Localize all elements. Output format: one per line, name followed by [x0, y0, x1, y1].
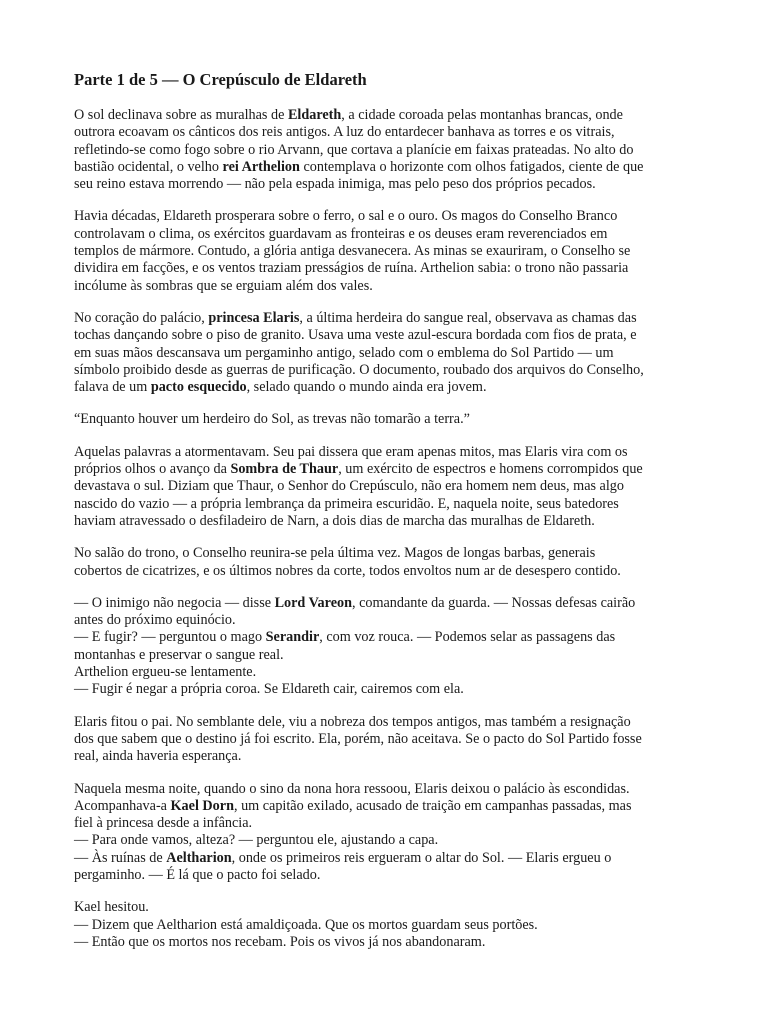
text-line	[74, 176, 700, 193]
paragraph	[74, 595, 700, 699]
text-run: controlavam o clima, os exércitos guardavam as fronteiras e os deuses eram reverenciados em	[74, 225, 608, 242]
document-page	[74, 70, 700, 966]
text-run: — Para onde vamos, alteza? — perguntou ele, ajustando a capa.	[74, 832, 439, 849]
text-run: , um capitão exilado, acusado de traição em campanhas passadas, mas	[233, 797, 632, 814]
text-run: em suas mãos descansava um pergaminho antigo, selado com o emblema do Sol Partido — um	[74, 344, 614, 361]
text-run: , selado quando o mundo ainda era jovem.	[246, 379, 487, 396]
bold-name: Aeltharion	[166, 849, 232, 866]
text-run: bastião ocidental, o velho	[74, 158, 223, 175]
paragraph	[74, 714, 700, 766]
text-run: dos que sabem que o destino já foi escrito. Ela, porém, não aceitava. Se o pacto do Sol Partido fosse	[74, 730, 642, 747]
text-line	[74, 850, 700, 867]
bold-name: Lord Vareon	[274, 594, 352, 611]
text-run: — Dizem que Aeltharion está amaldiçoada. Que os mortos guardam seus portões.	[74, 916, 538, 933]
text-line	[74, 917, 700, 934]
text-run: pergaminho. — É lá que o pacto foi selado.	[74, 866, 321, 883]
text-run: cobertos de cicatrizes, e os últimos nobres da corte, todos envoltos num ar de desespero contido.	[74, 562, 621, 579]
text-run: , onde os primeiros reis ergueram o altar do Sol. — Elaris ergueu o	[231, 849, 612, 866]
text-line	[74, 107, 700, 124]
text-run: — O inimigo não negocia — disse	[74, 594, 275, 611]
bold-name: rei Arthelion	[222, 158, 300, 175]
text-line	[74, 545, 700, 562]
text-run: Kael hesitou.	[74, 899, 149, 916]
paragraph	[74, 781, 700, 885]
bold-name: Kael Dorn	[170, 797, 234, 814]
text-run: dividira em facções, e os ventos traziam presságios de ruína. Arthelion sabia: o trono não passaria	[74, 260, 629, 277]
text-line	[74, 379, 700, 396]
text-line	[74, 612, 700, 629]
text-line	[74, 159, 700, 176]
text-run: Naquela mesma noite, quando o sino da nona hora ressoou, Elaris deixou o palácio às escondidas.	[74, 780, 630, 797]
text-run: “Enquanto houver um herdeiro do Sol, as trevas não tomarão a terra.”	[74, 411, 470, 428]
text-run: contemplava o horizonte com olhos fatigados, ciente de que	[299, 158, 644, 175]
text-run: Acompanhava-a	[74, 797, 171, 814]
text-line	[74, 243, 700, 260]
text-line	[74, 461, 700, 478]
text-line	[74, 748, 700, 765]
text-run: , um exército de espectros e homens corrompidos que	[338, 461, 643, 478]
text-line	[74, 345, 700, 362]
text-run: No coração do palácio,	[74, 309, 209, 326]
text-line	[74, 124, 700, 141]
text-line	[74, 226, 700, 243]
text-run: templos de mármore. Contudo, a glória antiga desvanecera. As minas se exauriram, o Conselho se	[74, 243, 631, 260]
text-line	[74, 496, 700, 513]
text-run: , com voz rouca. — Podemos selar as passagens das	[319, 629, 616, 646]
text-line	[74, 934, 700, 951]
text-line	[74, 798, 700, 815]
text-run: — Às ruínas de	[74, 849, 167, 866]
bold-name: Eldareth	[287, 107, 342, 123]
text-run: O sol declinava sobre as muralhas de	[74, 107, 288, 123]
text-run: tochas dançando sobre o piso de granito. Usava uma veste azul-escura bordada com fios de prata, e	[74, 327, 637, 344]
bold-name: Sombra de Thaur	[230, 461, 339, 478]
text-run: haviam atravessado o desfiladeiro de Narn, a dois dias de marcha das muralhas de Eldareth.	[74, 512, 595, 529]
text-line	[74, 327, 700, 344]
text-run: refletindo-se como fogo sobre o rio Arvann, que cortava a planície em faixas prateadas. No alto do	[74, 141, 634, 158]
paragraph	[74, 444, 700, 530]
text-run: real, ainda haveria esperança.	[74, 748, 242, 765]
text-run: montanhas e preservar o sangue real.	[74, 646, 284, 663]
chapter-title: Parte 1 de 5 — O Crepúsculo de Eldareth	[74, 70, 367, 89]
text-line	[74, 731, 700, 748]
text-run: devastava o sul. Diziam que Thaur, o Senhor do Crepúsculo, não era homem nem deus, mas algo	[74, 478, 624, 495]
text-line	[74, 478, 700, 495]
text-line	[74, 142, 700, 159]
text-run: Arthelion ergueu-se lentamente.	[74, 664, 257, 681]
paragraph	[74, 310, 700, 396]
text-run: Havia décadas, Eldareth prosperara sobre o ferro, o sal e o ouro. Os magos do Conselho Branco	[74, 208, 618, 225]
text-line	[74, 832, 700, 849]
text-run: próprios olhos o avanço da	[74, 461, 231, 478]
text-line	[74, 411, 700, 428]
text-line	[74, 899, 700, 916]
text-line	[74, 362, 700, 379]
text-run: Elaris fitou o pai. No semblante dele, viu a nobreza dos tempos antigos, mas também a resignação	[74, 713, 631, 730]
bold-name: Serandir	[265, 629, 320, 646]
text-line	[74, 260, 700, 277]
paragraph	[74, 208, 700, 294]
text-run: seu reino estava morrendo — não pela espada inimiga, mas pelo peso dos próprios pecados.	[74, 176, 596, 193]
text-run: — Então que os mortos nos recebam. Pois os vivos já nos abandonaram.	[74, 933, 486, 950]
text-line	[74, 714, 700, 731]
bold-name: princesa Elaris	[208, 309, 300, 326]
chapter-body	[74, 107, 700, 951]
text-run: No salão do trono, o Conselho reunira-se pela última vez. Magos de longas barbas, generais	[74, 545, 596, 562]
paragraph	[74, 545, 700, 580]
text-line	[74, 815, 700, 832]
text-line	[74, 208, 700, 225]
paragraph	[74, 107, 700, 193]
text-line	[74, 781, 700, 798]
paragraph	[74, 411, 700, 428]
text-run: — E fugir? — perguntou o mago	[74, 629, 266, 646]
text-run: , a última herdeira do sangue real, observava as chamas das	[299, 309, 637, 326]
text-line	[74, 867, 700, 884]
text-line	[74, 647, 700, 664]
text-run: fiel à princesa desde a infância.	[74, 815, 253, 832]
text-line	[74, 664, 700, 681]
bold-name: pacto esquecido	[150, 379, 247, 396]
text-run: falava de um	[74, 379, 151, 396]
text-line	[74, 310, 700, 327]
text-run: nascido do vazio — a própria lembrança da primeira escuridão. E, naquela noite, seus batedores	[74, 495, 619, 512]
text-line	[74, 444, 700, 461]
text-line	[74, 629, 700, 646]
text-line	[74, 595, 700, 612]
text-run: , a cidade coroada pelas montanhas brancas, onde	[341, 107, 623, 123]
text-run: incólume às sombras que se erguiam além dos vales.	[74, 277, 373, 294]
text-run: Aquelas palavras a atormentavam. Seu pai dissera que eram apenas mitos, mas Elaris vira com os	[74, 443, 628, 460]
text-run: antes do próximo equinócio.	[74, 612, 236, 629]
text-run: outrora ecoavam os cânticos dos reis antigos. A luz do entardecer banhava as torres e os vitrais,	[74, 124, 615, 141]
text-run: — Fugir é negar a própria coroa. Se Eldareth cair, cairemos com ela.	[74, 681, 464, 698]
text-line	[74, 278, 700, 295]
text-line	[74, 681, 700, 698]
text-run: , comandante da guarda. — Nossas defesas cairão	[351, 594, 636, 611]
text-line	[74, 513, 700, 530]
text-line	[74, 563, 700, 580]
paragraph	[74, 899, 700, 951]
text-run: símbolo proibido desde as guerras de purificação. O documento, roubado dos arquivos do Conselho,	[74, 361, 644, 378]
